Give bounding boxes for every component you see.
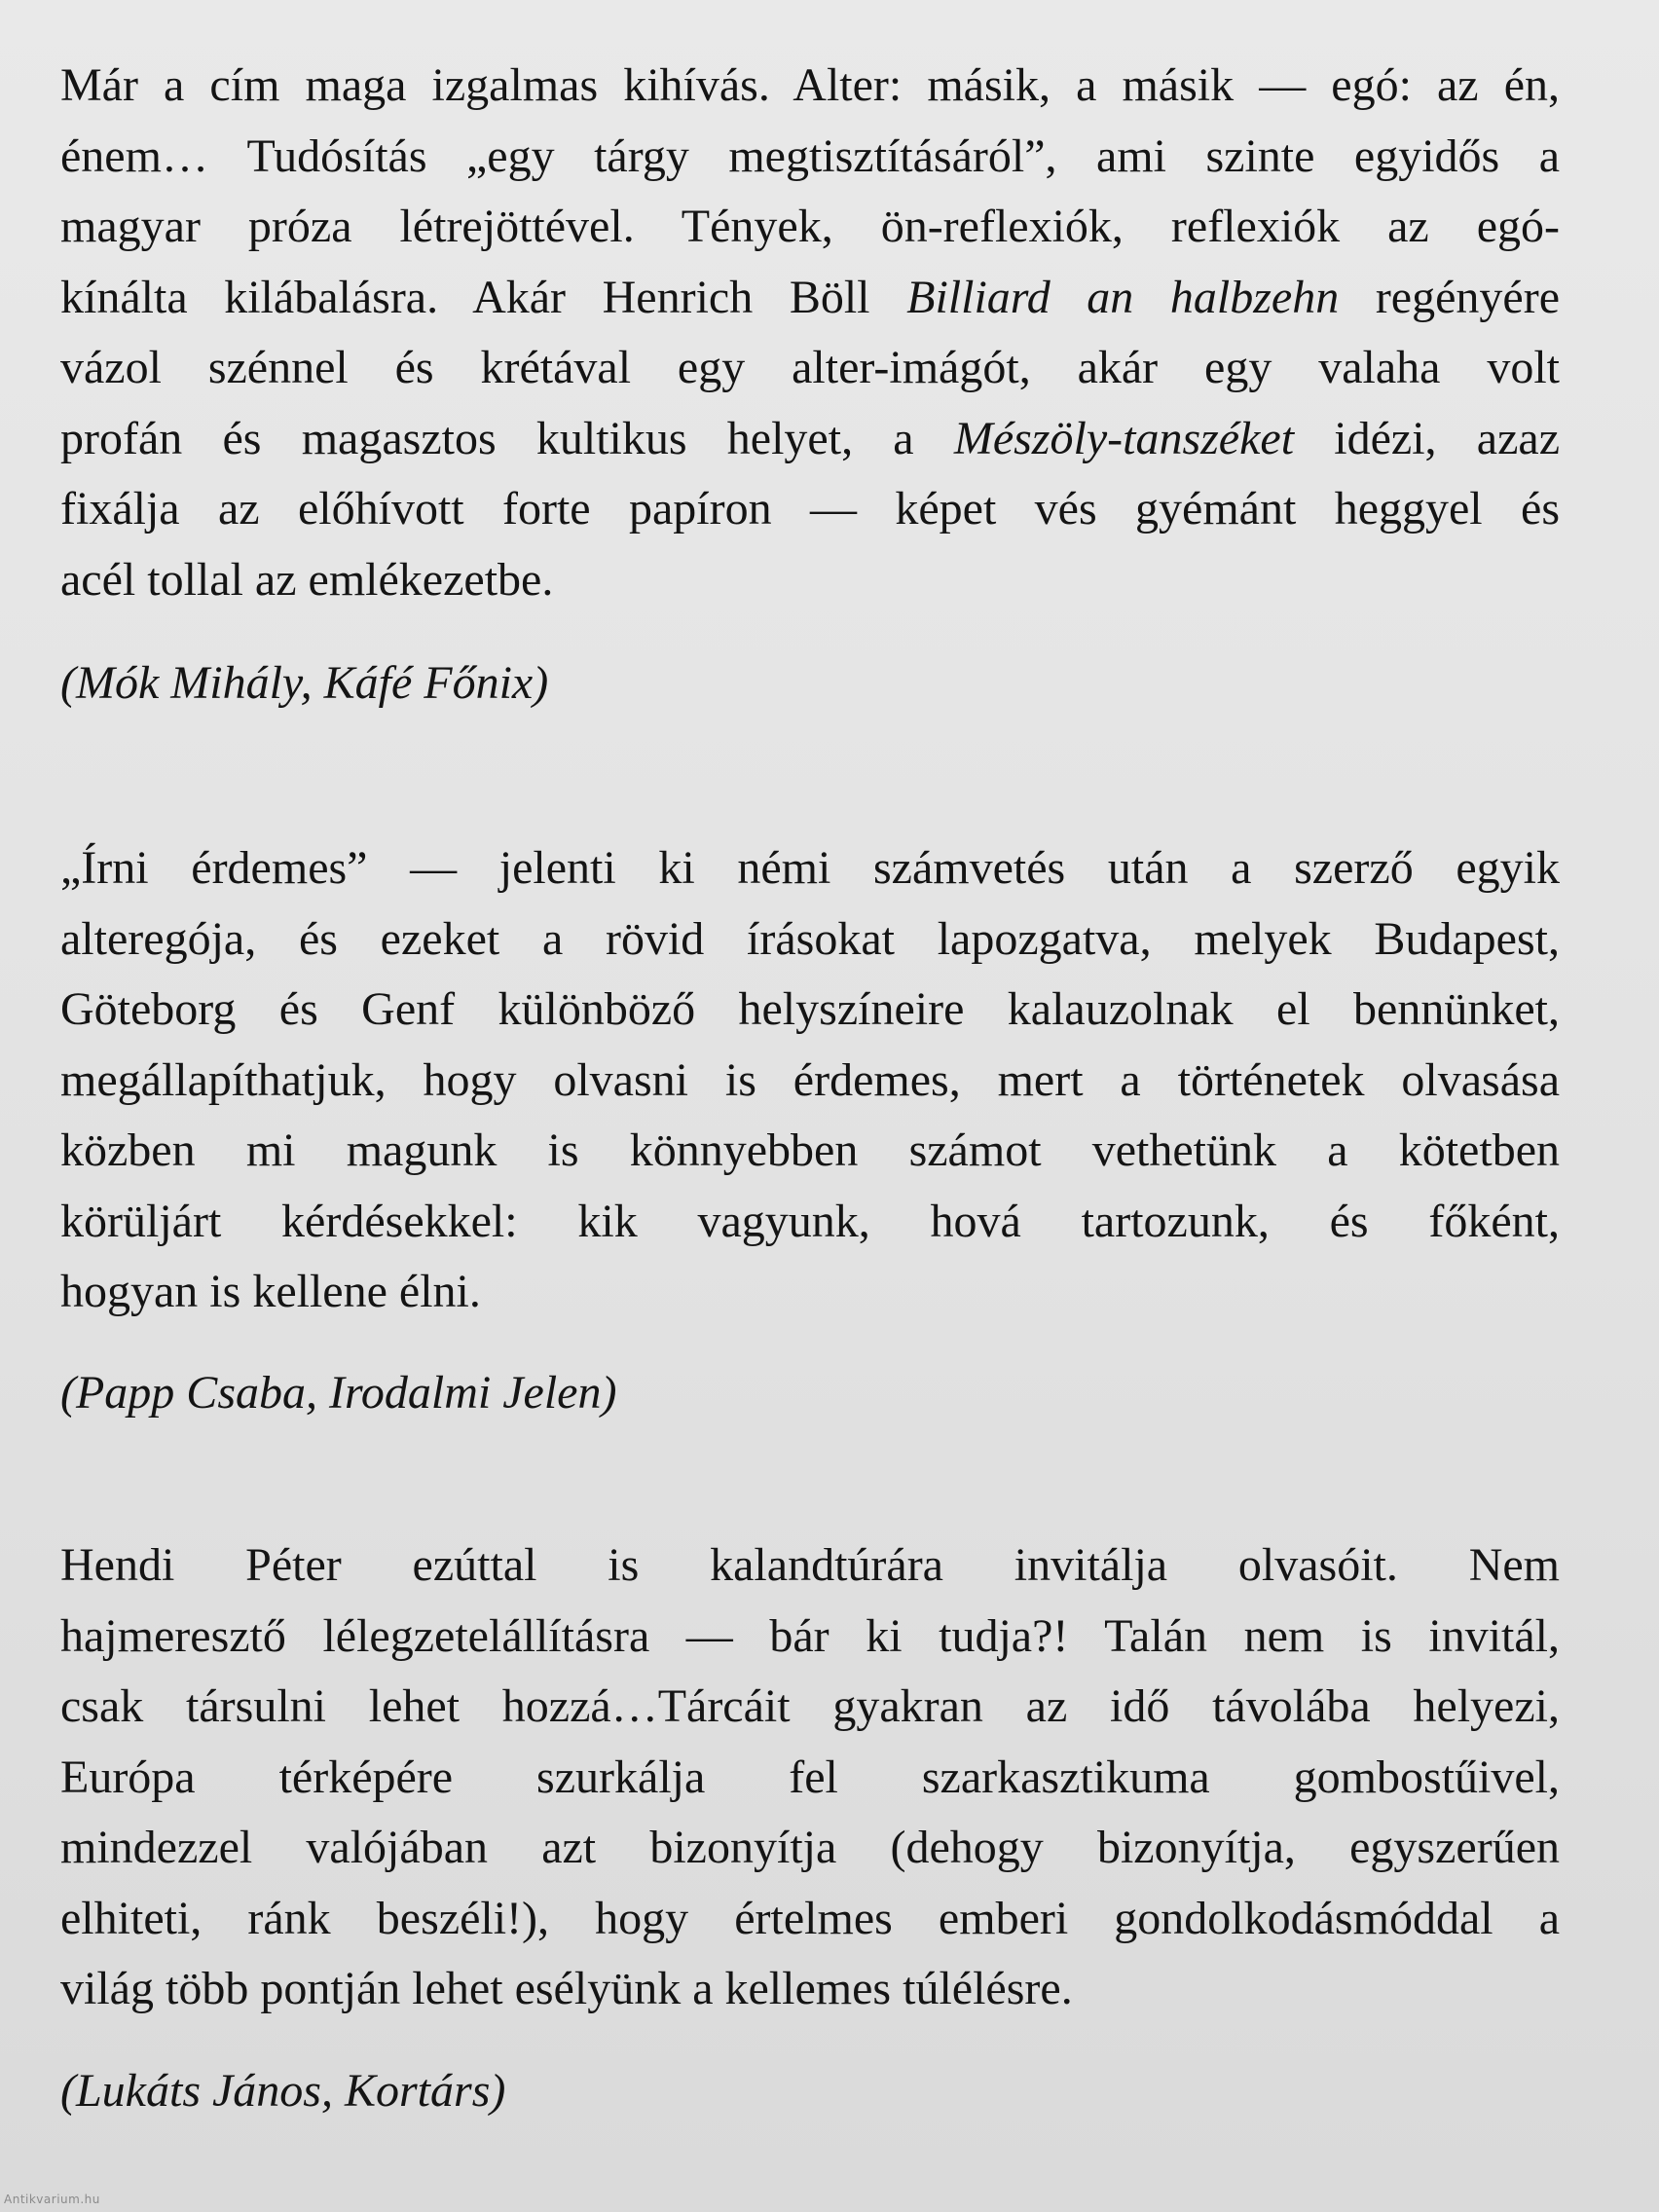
review-block — [60, 833, 1560, 1328]
text-line: hajmeresztő lélegzetelállításra — bár ki tudja?! Talán nem is invitál, — [60, 1609, 1560, 1662]
review-attribution: (Papp Csaba, Irodalmi Jelen) — [60, 1367, 617, 1419]
text-line: világ több pontján lehet esélyünk a kellemes túlélésre. — [60, 1963, 1073, 2014]
text-line: körüljárt kérdésekkel: kik vagyunk, hová tartozunk, és főként, — [60, 1195, 1560, 1247]
review-paragraph — [60, 51, 1560, 615]
text-line: csak társulni lehet hozzá…Tárcáit gyakran az idő távolába helyezi, — [60, 1680, 1560, 1732]
review-block — [60, 51, 1560, 615]
book-title: Billiard an halbzehn — [906, 271, 1340, 323]
text-line: közben mi magunk is könnyebben számot vethetünk a kötetben — [60, 1124, 1560, 1176]
watermark: Antikvarium.hu — [4, 2193, 100, 2206]
text-line: Európa térképére szurkálja fel szarkasztikuma gombostűivel, — [60, 1751, 1560, 1803]
text-line: „Írni érdemes” — jelenti ki némi számvetés után a szerző egyik — [60, 842, 1560, 894]
review-attribution: (Lukáts János, Kortárs) — [60, 2065, 506, 2117]
text-line: Már a cím maga izgalmas kihívás. Alter: másik, a másik — egó: az én, — [60, 59, 1560, 111]
text-line: énem… Tudósítás „egy tárgy megtisztításáról”, ami szinte egyidős a — [60, 129, 1560, 182]
text-line: magyar próza létrejöttével. Tények, ön-reflexiók, reflexiók az egó- — [60, 201, 1560, 252]
review-paragraph — [60, 833, 1560, 1328]
text-line: kínálta kilábalásra. Akár Henrich Böll Billiard an halbzehn regényére — [60, 271, 1561, 323]
text-line: vázol szénnel és krétával egy alter-imágót, akár egy valaha volt — [60, 342, 1560, 393]
emphasis: Mészöly-tanszéket — [953, 412, 1295, 464]
review-block — [60, 1530, 1560, 2025]
text-line: profán és magasztos kultikus helyet, a Mészöly-tanszéket idézi, azaz — [60, 412, 1560, 464]
text-line: Göteborg és Genf különböző helyszíneire kalauzolnak el bennünket, — [60, 983, 1560, 1035]
text-line: mindezzel valójában azt bizonyítja (dehogy bizonyítja, egyszerűen — [60, 1822, 1560, 1873]
review-paragraph — [60, 1530, 1560, 2025]
text-line: fixálja az előhívott forte papíron — képet vés gyémánt heggyel és — [60, 483, 1560, 535]
text-line: elhiteti, ránk beszéli!), hogy értelmes emberi gondolkodásmóddal a — [60, 1892, 1560, 1944]
text-line: Hendi Péter ezúttal is kalandtúrára invitálja olvasóit. Nem — [60, 1539, 1560, 1591]
review-attribution: (Mók Mihály, Káfé Főnix) — [60, 657, 549, 709]
text-line: hogyan is kellene élni. — [60, 1266, 481, 1317]
text-line: acél tollal az emlékezetbe. — [60, 553, 554, 606]
text-line: alteregója, és ezeket a rövid írásokat lapozgatva, melyek Budapest, — [60, 912, 1560, 965]
text-line: megállapíthatjuk, hogy olvasni is érdemes, mert a történetek olvasása — [60, 1053, 1560, 1106]
